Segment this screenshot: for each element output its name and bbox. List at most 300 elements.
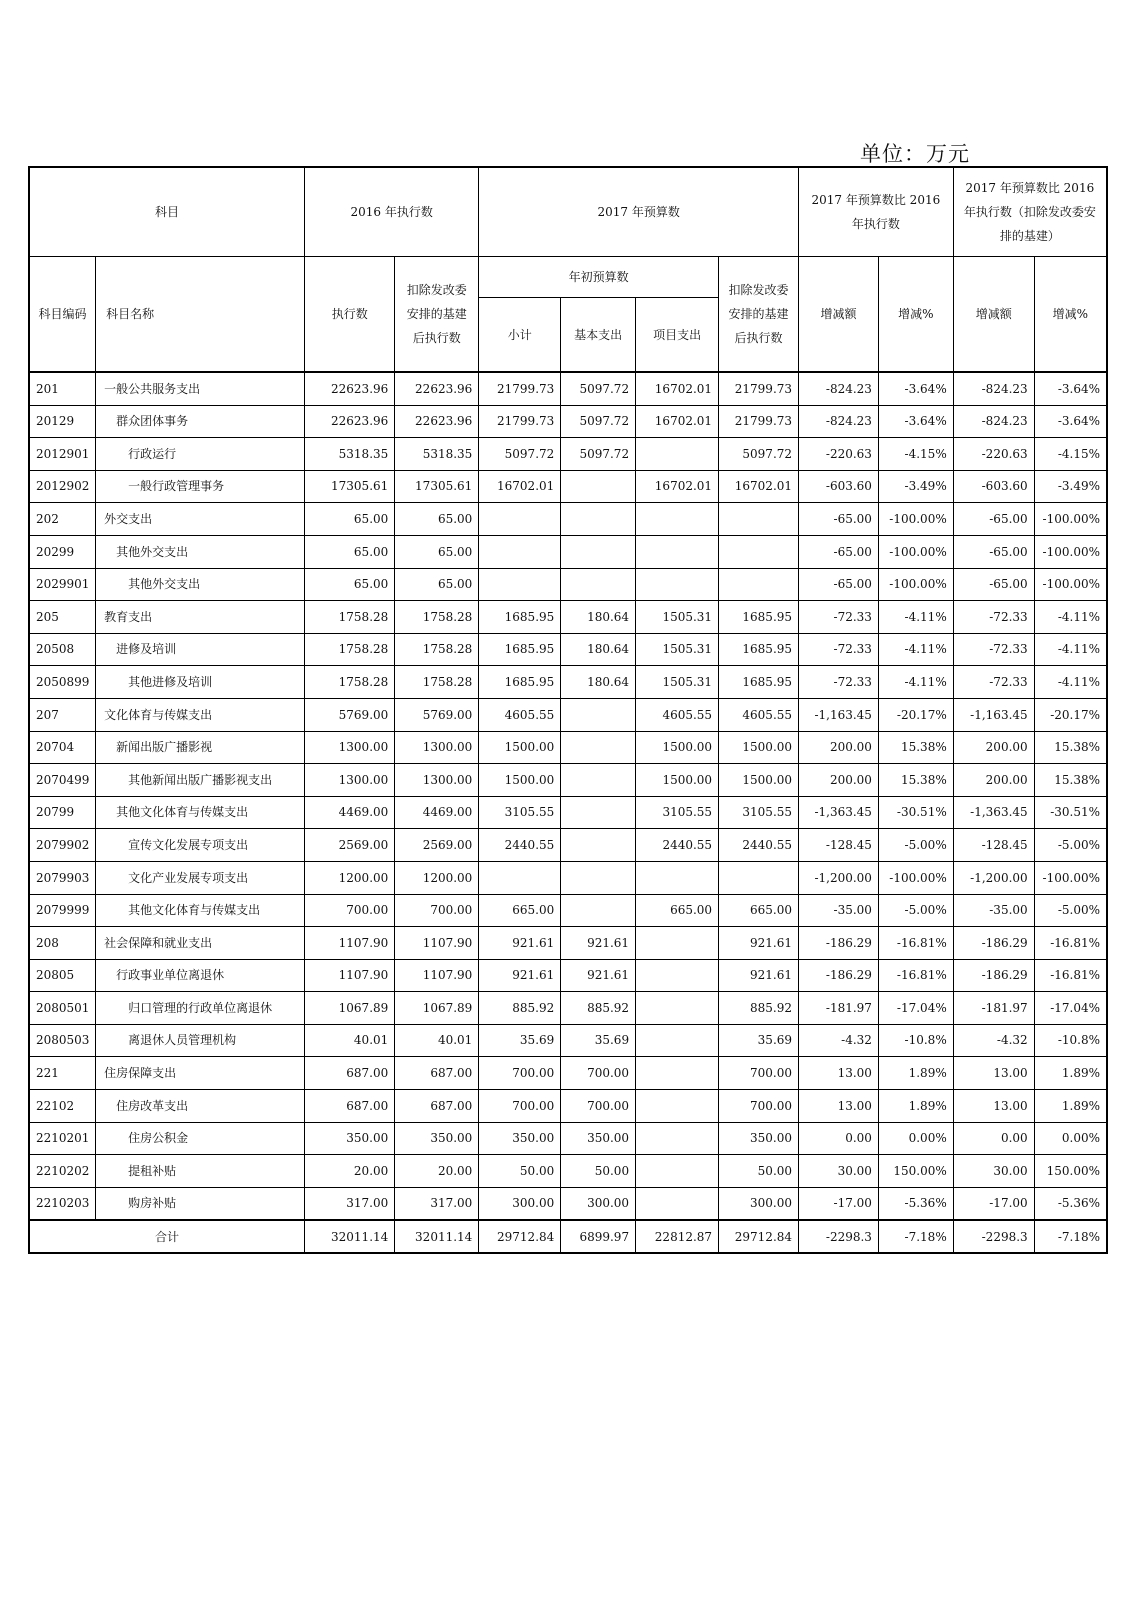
subject-name-cell: 行政事业单位离退休 (96, 959, 305, 992)
diff-amount-excl-cell: -1,200.00 (953, 861, 1034, 894)
table-row (29, 633, 1107, 666)
table-row (29, 1057, 1107, 1090)
exec-2016-cell: 20.00 (305, 1155, 395, 1188)
budget-basic-cell (561, 861, 636, 894)
diff-percent-excl-cell: -3.64% (1034, 405, 1107, 438)
budget-excl-cell: 700.00 (719, 1090, 799, 1123)
diff-amount-cell: -65.00 (799, 535, 879, 568)
diff-amount-excl-cell: -181.97 (953, 992, 1034, 1025)
table-header (29, 167, 1107, 372)
total-diff-percent-excl-cell: -7.18% (1034, 1220, 1107, 1253)
diff-amount-excl-cell: 200.00 (953, 731, 1034, 764)
diff-percent-cell: -30.51% (878, 796, 953, 829)
subject-name-cell: 住房公积金 (96, 1122, 305, 1155)
budget-project-cell: 16702.01 (636, 470, 719, 503)
diff-amount-cell: 200.00 (799, 764, 879, 797)
subject-code-cell: 2079999 (29, 894, 96, 927)
total-budget-basic-cell: 6899.97 (561, 1220, 636, 1253)
budget-project-cell (636, 1122, 719, 1155)
subject-code-cell: 2080501 (29, 992, 96, 1025)
budget-excl-cell (719, 568, 799, 601)
diff-amount-excl-cell: 200.00 (953, 764, 1034, 797)
exec-excl-2016-cell: 1107.90 (395, 959, 479, 992)
diff-amount-excl-cell: 0.00 (953, 1122, 1034, 1155)
exec-2016-cell: 1107.90 (305, 927, 395, 960)
diff-amount-excl-cell: -824.23 (953, 372, 1034, 405)
diff-percent-excl-cell: 1.89% (1034, 1090, 1107, 1123)
budget-subtotal-cell: 700.00 (479, 1090, 561, 1123)
subject-name-cell: 购房补贴 (96, 1187, 305, 1220)
subject-code-cell: 2012902 (29, 470, 96, 503)
budget-project-cell: 2440.55 (636, 829, 719, 862)
header-exec: 执行数 (305, 257, 395, 373)
diff-percent-cell: 1.89% (878, 1057, 953, 1090)
diff-percent-excl-cell: 1.89% (1034, 1057, 1107, 1090)
exec-excl-2016-cell: 20.00 (395, 1155, 479, 1188)
subject-code-cell: 2210203 (29, 1187, 96, 1220)
table-row (29, 535, 1107, 568)
exec-2016-cell: 65.00 (305, 568, 395, 601)
budget-project-cell (636, 1187, 719, 1220)
diff-amount-cell: -181.97 (799, 992, 879, 1025)
budget-subtotal-cell: 4605.55 (479, 698, 561, 731)
budget-basic-cell: 5097.72 (561, 438, 636, 471)
table-row (29, 894, 1107, 927)
diff-amount-excl-cell: 13.00 (953, 1057, 1034, 1090)
diff-percent-excl-cell: 15.38% (1034, 764, 1107, 797)
total-diff-amount-cell: -2298.3 (799, 1220, 879, 1253)
subject-code-cell: 221 (29, 1057, 96, 1090)
diff-percent-cell: -100.00% (878, 861, 953, 894)
total-budget-excl-cell: 29712.84 (719, 1220, 799, 1253)
budget-project-cell: 1505.31 (636, 633, 719, 666)
diff-percent-excl-cell: -20.17% (1034, 698, 1107, 731)
diff-amount-excl-cell: -65.00 (953, 535, 1034, 568)
exec-2016-cell: 65.00 (305, 503, 395, 536)
diff-amount-excl-cell: -17.00 (953, 1187, 1034, 1220)
budget-basic-cell: 180.64 (561, 633, 636, 666)
exec-excl-2016-cell: 22623.96 (395, 405, 479, 438)
header-name: 科目名称 (96, 257, 305, 373)
subject-name-cell: 其他文化体育与传媒支出 (96, 796, 305, 829)
budget-excl-cell: 50.00 (719, 1155, 799, 1188)
budget-subtotal-cell: 1500.00 (479, 731, 561, 764)
budget-basic-cell (561, 503, 636, 536)
table-row (29, 568, 1107, 601)
table-row (29, 503, 1107, 536)
diff-percent-excl-cell: -4.15% (1034, 438, 1107, 471)
table-row (29, 470, 1107, 503)
table-row (29, 829, 1107, 862)
budget-basic-cell: 700.00 (561, 1057, 636, 1090)
exec-2016-cell: 687.00 (305, 1057, 395, 1090)
table-row (29, 992, 1107, 1025)
subject-name-cell: 进修及培训 (96, 633, 305, 666)
budget-excl-cell (719, 503, 799, 536)
subject-name-cell: 群众团体事务 (96, 405, 305, 438)
diff-percent-cell: -4.11% (878, 601, 953, 634)
budget-excl-cell: 921.61 (719, 927, 799, 960)
budget-subtotal-cell: 885.92 (479, 992, 561, 1025)
diff-percent-excl-cell: 150.00% (1034, 1155, 1107, 1188)
budget-basic-cell (561, 829, 636, 862)
header-budget-2017: 2017 年预算数 (479, 167, 799, 257)
diff-percent-cell: -5.00% (878, 894, 953, 927)
diff-amount-cell: -17.00 (799, 1187, 879, 1220)
budget-subtotal-cell: 665.00 (479, 894, 561, 927)
header-diff-amount: 增减额 (799, 257, 879, 373)
budget-subtotal-cell: 16702.01 (479, 470, 561, 503)
diff-amount-cell: 200.00 (799, 731, 879, 764)
subject-code-cell: 22102 (29, 1090, 96, 1123)
diff-percent-excl-cell: -4.11% (1034, 666, 1107, 699)
exec-excl-2016-cell: 4469.00 (395, 796, 479, 829)
budget-subtotal-cell: 2440.55 (479, 829, 561, 862)
budget-excl-cell (719, 535, 799, 568)
budget-project-cell: 1505.31 (636, 601, 719, 634)
diff-amount-cell: -1,200.00 (799, 861, 879, 894)
budget-basic-cell: 350.00 (561, 1122, 636, 1155)
diff-percent-cell: -5.00% (878, 829, 953, 862)
budget-excl-cell: 16702.01 (719, 470, 799, 503)
table-row (29, 861, 1107, 894)
diff-amount-excl-cell: -824.23 (953, 405, 1034, 438)
budget-project-cell (636, 959, 719, 992)
diff-amount-cell: 13.00 (799, 1090, 879, 1123)
diff-amount-cell: -72.33 (799, 666, 879, 699)
exec-excl-2016-cell: 5769.00 (395, 698, 479, 731)
diff-amount-cell: -4.32 (799, 1024, 879, 1057)
budget-subtotal-cell: 1685.95 (479, 666, 561, 699)
diff-amount-cell: -186.29 (799, 927, 879, 960)
budget-basic-cell (561, 764, 636, 797)
exec-excl-2016-cell: 22623.96 (395, 372, 479, 405)
table-row (29, 405, 1107, 438)
budget-basic-cell: 885.92 (561, 992, 636, 1025)
header-subject: 科目 (29, 167, 305, 257)
subject-code-cell: 20129 (29, 405, 96, 438)
diff-percent-cell: -3.49% (878, 470, 953, 503)
diff-percent-cell: -4.11% (878, 666, 953, 699)
subject-code-cell: 208 (29, 927, 96, 960)
budget-basic-cell (561, 894, 636, 927)
diff-percent-cell: -3.64% (878, 405, 953, 438)
diff-percent-cell: 15.38% (878, 764, 953, 797)
budget-excl-cell: 1685.95 (719, 666, 799, 699)
header-compare-exec: 2017 年预算数比 2016 年执行数 (799, 167, 954, 257)
budget-subtotal-cell: 35.69 (479, 1024, 561, 1057)
diff-amount-excl-cell: 13.00 (953, 1090, 1034, 1123)
exec-excl-2016-cell: 5318.35 (395, 438, 479, 471)
diff-percent-cell: -4.11% (878, 633, 953, 666)
header-diff-percent-2: 增减% (1034, 257, 1107, 373)
diff-percent-excl-cell: -3.49% (1034, 470, 1107, 503)
diff-percent-excl-cell: -100.00% (1034, 535, 1107, 568)
budget-subtotal-cell: 5097.72 (479, 438, 561, 471)
budget-basic-cell (561, 796, 636, 829)
subject-code-cell: 207 (29, 698, 96, 731)
diff-percent-cell: -16.81% (878, 959, 953, 992)
exec-excl-2016-cell: 1758.28 (395, 633, 479, 666)
budget-project-cell (636, 568, 719, 601)
budget-excl-cell: 1685.95 (719, 601, 799, 634)
subject-name-cell: 其他进修及培训 (96, 666, 305, 699)
budget-project-cell: 1505.31 (636, 666, 719, 699)
table-row (29, 927, 1107, 960)
diff-percent-cell: -17.04% (878, 992, 953, 1025)
diff-amount-excl-cell: -603.60 (953, 470, 1034, 503)
header-diff-amount-2: 增减额 (953, 257, 1034, 373)
diff-percent-cell: 150.00% (878, 1155, 953, 1188)
budget-project-cell (636, 503, 719, 536)
subject-name-cell: 社会保障和就业支出 (96, 927, 305, 960)
subject-name-cell: 一般行政管理事务 (96, 470, 305, 503)
diff-amount-excl-cell: -65.00 (953, 503, 1034, 536)
subject-name-cell: 宣传文化发展专项支出 (96, 829, 305, 862)
budget-subtotal-cell: 921.61 (479, 959, 561, 992)
budget-basic-cell: 300.00 (561, 1187, 636, 1220)
budget-basic-cell: 180.64 (561, 601, 636, 634)
diff-percent-excl-cell: -17.04% (1034, 992, 1107, 1025)
diff-amount-cell: -186.29 (799, 959, 879, 992)
budget-excl-cell: 21799.73 (719, 405, 799, 438)
exec-2016-cell: 350.00 (305, 1122, 395, 1155)
diff-amount-cell: -72.33 (799, 601, 879, 634)
table-row (29, 1090, 1107, 1123)
diff-percent-excl-cell: -100.00% (1034, 503, 1107, 536)
header-subtotal: 小计 (479, 298, 561, 373)
budget-subtotal-cell: 3105.55 (479, 796, 561, 829)
header-project: 项目支出 (636, 298, 719, 373)
diff-percent-excl-cell: -4.11% (1034, 601, 1107, 634)
budget-project-cell: 16702.01 (636, 405, 719, 438)
exec-excl-2016-cell: 65.00 (395, 503, 479, 536)
diff-percent-excl-cell: -100.00% (1034, 568, 1107, 601)
exec-2016-cell: 700.00 (305, 894, 395, 927)
diff-amount-excl-cell: -72.33 (953, 601, 1034, 634)
budget-project-cell (636, 861, 719, 894)
header-exec-excl: 扣除发改委安排的基建后执行数 (395, 257, 479, 373)
exec-2016-cell: 1067.89 (305, 992, 395, 1025)
total-exec-2016-cell: 32011.14 (305, 1220, 395, 1253)
table-row (29, 764, 1107, 797)
budget-basic-cell: 35.69 (561, 1024, 636, 1057)
exec-excl-2016-cell: 1758.28 (395, 601, 479, 634)
budget-excl-cell: 300.00 (719, 1187, 799, 1220)
budget-subtotal-cell: 1685.95 (479, 601, 561, 634)
exec-excl-2016-cell: 17305.61 (395, 470, 479, 503)
total-label: 合计 (29, 1220, 305, 1253)
header-code: 科目编码 (29, 257, 96, 373)
budget-project-cell (636, 1024, 719, 1057)
budget-excl-cell: 3105.55 (719, 796, 799, 829)
exec-excl-2016-cell: 1300.00 (395, 731, 479, 764)
subject-name-cell: 教育支出 (96, 601, 305, 634)
diff-amount-cell: -35.00 (799, 894, 879, 927)
exec-2016-cell: 40.01 (305, 1024, 395, 1057)
subject-code-cell: 20704 (29, 731, 96, 764)
budget-basic-cell (561, 470, 636, 503)
exec-2016-cell: 17305.61 (305, 470, 395, 503)
diff-amount-cell: -65.00 (799, 503, 879, 536)
subject-code-cell: 205 (29, 601, 96, 634)
budget-project-cell: 4605.55 (636, 698, 719, 731)
diff-amount-excl-cell: -1,363.45 (953, 796, 1034, 829)
budget-subtotal-cell (479, 535, 561, 568)
header-diff-percent: 增减% (878, 257, 953, 373)
exec-excl-2016-cell: 1200.00 (395, 861, 479, 894)
diff-amount-excl-cell: -4.32 (953, 1024, 1034, 1057)
exec-excl-2016-cell: 65.00 (395, 568, 479, 601)
subject-code-cell: 2050899 (29, 666, 96, 699)
subject-name-cell: 住房保障支出 (96, 1057, 305, 1090)
header-initial-budget: 年初预算数 (479, 257, 719, 298)
exec-2016-cell: 22623.96 (305, 372, 395, 405)
subject-name-cell: 其他文化体育与传媒支出 (96, 894, 305, 927)
budget-excl-cell: 700.00 (719, 1057, 799, 1090)
subject-name-cell: 一般公共服务支出 (96, 372, 305, 405)
subject-code-cell: 201 (29, 372, 96, 405)
budget-project-cell: 16702.01 (636, 372, 719, 405)
budget-basic-cell: 921.61 (561, 959, 636, 992)
budget-subtotal-cell: 921.61 (479, 927, 561, 960)
budget-project-cell (636, 438, 719, 471)
diff-amount-cell: -128.45 (799, 829, 879, 862)
table-row (29, 959, 1107, 992)
budget-subtotal-cell: 350.00 (479, 1122, 561, 1155)
subject-code-cell: 20799 (29, 796, 96, 829)
diff-percent-cell: -16.81% (878, 927, 953, 960)
exec-excl-2016-cell: 700.00 (395, 894, 479, 927)
subject-name-cell: 其他外交支出 (96, 568, 305, 601)
budget-subtotal-cell: 1500.00 (479, 764, 561, 797)
subject-name-cell: 行政运行 (96, 438, 305, 471)
table-row (29, 601, 1107, 634)
budget-subtotal-cell: 300.00 (479, 1187, 561, 1220)
exec-2016-cell: 5769.00 (305, 698, 395, 731)
budget-basic-cell: 180.64 (561, 666, 636, 699)
table-row (29, 1155, 1107, 1188)
subject-code-cell: 20805 (29, 959, 96, 992)
diff-percent-excl-cell: 0.00% (1034, 1122, 1107, 1155)
subject-code-cell: 20508 (29, 633, 96, 666)
exec-excl-2016-cell: 40.01 (395, 1024, 479, 1057)
diff-percent-excl-cell: -4.11% (1034, 633, 1107, 666)
budget-excl-cell: 1500.00 (719, 731, 799, 764)
diff-percent-excl-cell: -10.8% (1034, 1024, 1107, 1057)
diff-amount-cell: 13.00 (799, 1057, 879, 1090)
exec-excl-2016-cell: 1067.89 (395, 992, 479, 1025)
diff-percent-cell: -100.00% (878, 535, 953, 568)
budget-subtotal-cell (479, 568, 561, 601)
subject-name-cell: 其他外交支出 (96, 535, 305, 568)
exec-excl-2016-cell: 687.00 (395, 1090, 479, 1123)
subject-name-cell: 文化体育与传媒支出 (96, 698, 305, 731)
exec-2016-cell: 1300.00 (305, 731, 395, 764)
diff-percent-cell: -100.00% (878, 568, 953, 601)
diff-amount-cell: -72.33 (799, 633, 879, 666)
budget-basic-cell: 50.00 (561, 1155, 636, 1188)
total-budget-project-cell: 22812.87 (636, 1220, 719, 1253)
subject-code-cell: 2080503 (29, 1024, 96, 1057)
diff-percent-cell: 1.89% (878, 1090, 953, 1123)
exec-2016-cell: 1758.28 (305, 666, 395, 699)
budget-excl-cell: 1500.00 (719, 764, 799, 797)
budget-subtotal-cell: 21799.73 (479, 372, 561, 405)
exec-excl-2016-cell: 1300.00 (395, 764, 479, 797)
diff-percent-cell: -3.64% (878, 372, 953, 405)
budget-excl-cell: 5097.72 (719, 438, 799, 471)
total-exec-excl-2016-cell: 32011.14 (395, 1220, 479, 1253)
diff-percent-excl-cell: -5.36% (1034, 1187, 1107, 1220)
exec-2016-cell: 65.00 (305, 535, 395, 568)
exec-2016-cell: 1758.28 (305, 633, 395, 666)
subject-code-cell: 2070499 (29, 764, 96, 797)
exec-excl-2016-cell: 317.00 (395, 1187, 479, 1220)
diff-percent-cell: -4.15% (878, 438, 953, 471)
exec-excl-2016-cell: 2569.00 (395, 829, 479, 862)
exec-2016-cell: 2569.00 (305, 829, 395, 862)
budget-basic-cell (561, 731, 636, 764)
exec-excl-2016-cell: 1107.90 (395, 927, 479, 960)
budget-excl-cell: 350.00 (719, 1122, 799, 1155)
diff-percent-cell: 0.00% (878, 1122, 953, 1155)
budget-basic-cell: 700.00 (561, 1090, 636, 1123)
total-budget-subtotal-cell: 29712.84 (479, 1220, 561, 1253)
exec-excl-2016-cell: 65.00 (395, 535, 479, 568)
diff-percent-cell: -20.17% (878, 698, 953, 731)
diff-amount-excl-cell: 30.00 (953, 1155, 1034, 1188)
header-budget-excl: 扣除发改委安排的基建后执行数 (719, 257, 799, 373)
subject-name-cell: 外交支出 (96, 503, 305, 536)
budget-project-cell (636, 535, 719, 568)
budget-project-cell (636, 992, 719, 1025)
exec-2016-cell: 1200.00 (305, 861, 395, 894)
budget-excl-cell: 2440.55 (719, 829, 799, 862)
exec-excl-2016-cell: 1758.28 (395, 666, 479, 699)
budget-excl-cell: 1685.95 (719, 633, 799, 666)
total-diff-percent-cell: -7.18% (878, 1220, 953, 1253)
header-exec-2016: 2016 年执行数 (305, 167, 479, 257)
diff-amount-cell: -824.23 (799, 405, 879, 438)
diff-percent-excl-cell: -30.51% (1034, 796, 1107, 829)
subject-code-cell: 2012901 (29, 438, 96, 471)
exec-2016-cell: 4469.00 (305, 796, 395, 829)
diff-percent-excl-cell: -16.81% (1034, 927, 1107, 960)
diff-percent-excl-cell: -5.00% (1034, 829, 1107, 862)
budget-excl-cell: 921.61 (719, 959, 799, 992)
diff-percent-cell: 15.38% (878, 731, 953, 764)
exec-2016-cell: 1300.00 (305, 764, 395, 797)
diff-amount-cell: -1,163.45 (799, 698, 879, 731)
subject-code-cell: 202 (29, 503, 96, 536)
subject-name-cell: 其他新闻出版广播影视支出 (96, 764, 305, 797)
budget-subtotal-cell: 1685.95 (479, 633, 561, 666)
table-row (29, 796, 1107, 829)
exec-2016-cell: 687.00 (305, 1090, 395, 1123)
table-row (29, 666, 1107, 699)
budget-basic-cell: 5097.72 (561, 372, 636, 405)
budget-project-cell (636, 1155, 719, 1188)
unit-label: 单位：万元 (860, 142, 970, 166)
total-row (29, 1220, 1107, 1253)
budget-subtotal-cell (479, 861, 561, 894)
budget-excl-cell: 665.00 (719, 894, 799, 927)
table-row (29, 1187, 1107, 1220)
budget-excl-cell: 885.92 (719, 992, 799, 1025)
subject-name-cell: 提租补贴 (96, 1155, 305, 1188)
subject-code-cell: 2079902 (29, 829, 96, 862)
